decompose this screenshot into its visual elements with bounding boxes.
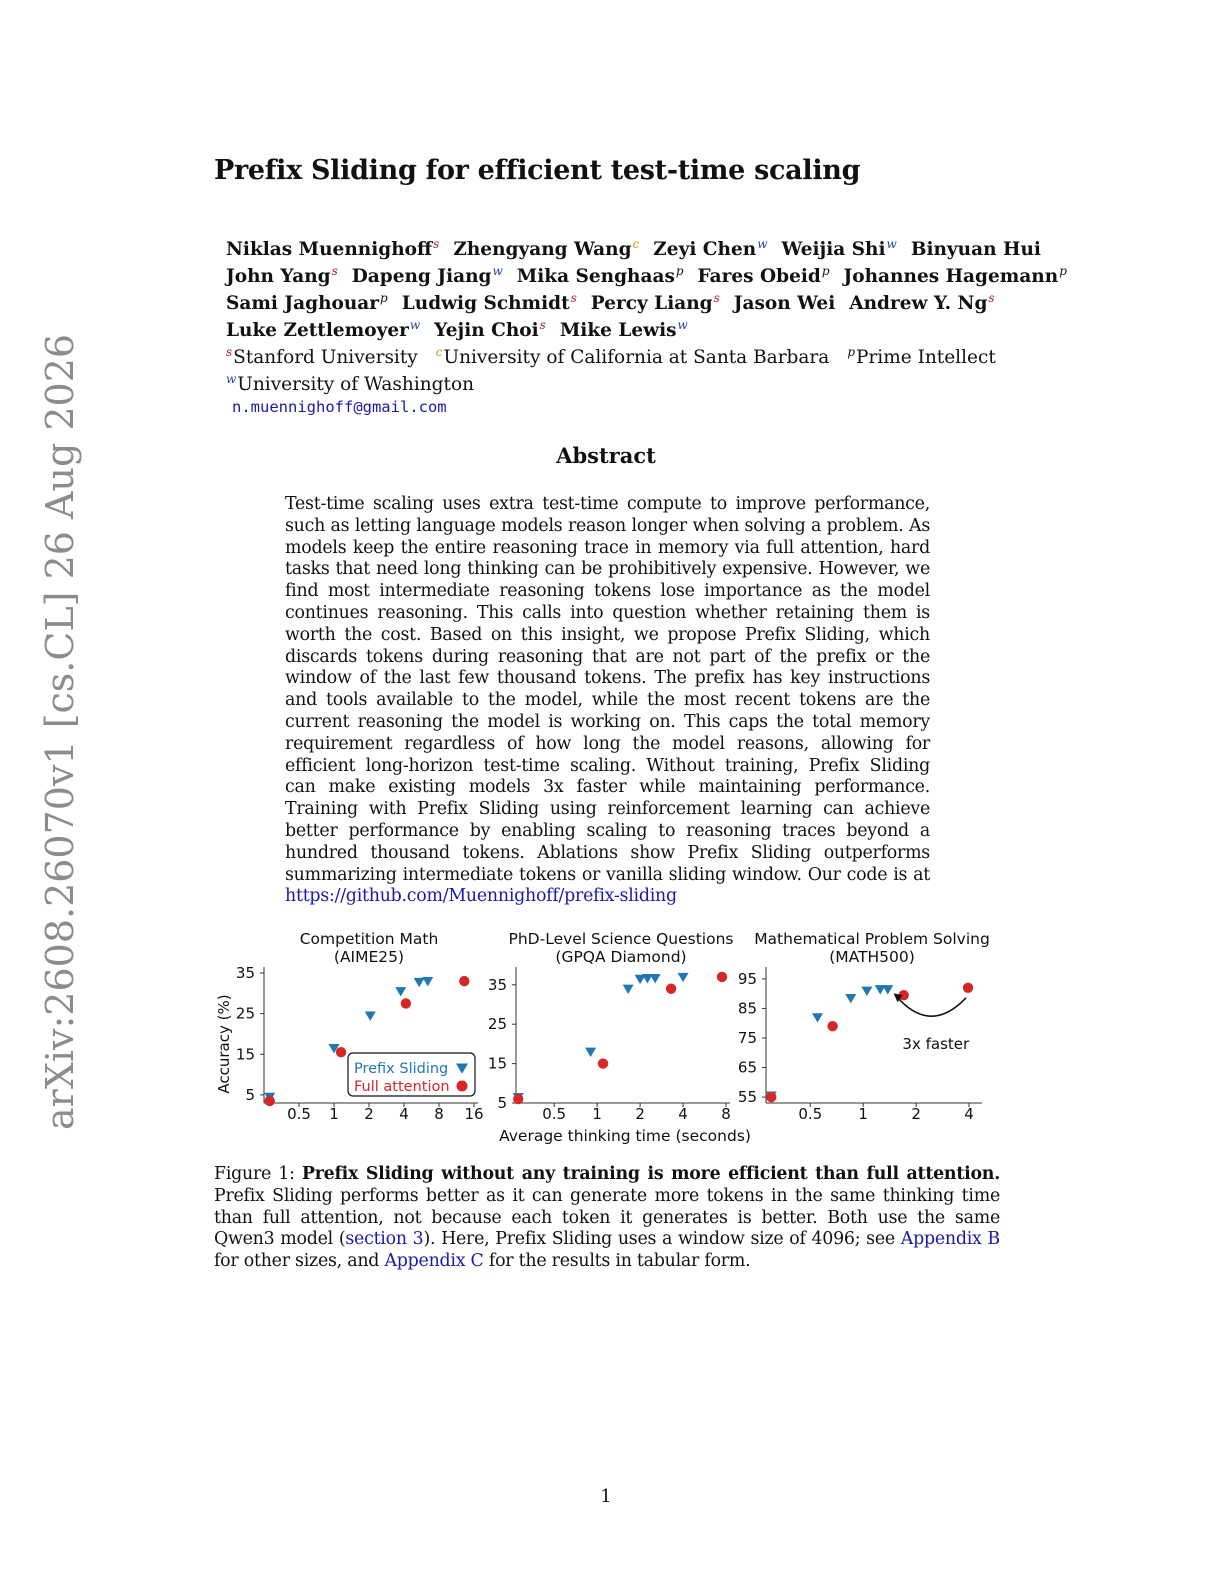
y-tick-label: 55 bbox=[737, 1088, 757, 1107]
chart-title-line: Mathematical Problem Solving bbox=[754, 930, 990, 948]
code-link[interactable]: https://github.com/Muennighoff/prefix-sliding bbox=[285, 886, 677, 907]
full-attention-marker bbox=[598, 1058, 608, 1068]
affiliation bbox=[226, 371, 474, 395]
affiliation-name: Prime Intellect bbox=[856, 346, 996, 368]
affiliation-mark: w bbox=[757, 237, 768, 251]
full-attention-marker bbox=[513, 1094, 523, 1104]
affiliation-line bbox=[226, 369, 1026, 396]
y-axis-label: Accuracy (%) bbox=[215, 994, 233, 1094]
arxiv-stamp: arXiv:2608.26070v1 [cs.CL] 26 Aug 2026 bbox=[38, 333, 82, 1130]
affiliation bbox=[847, 344, 996, 368]
affiliation-mark: p bbox=[821, 263, 830, 278]
author-name: Andrew Y. Ng$^s$ bbox=[849, 290, 995, 315]
prefix-sliding-marker bbox=[845, 994, 856, 1003]
prefix-sliding-marker bbox=[422, 977, 433, 986]
affiliation-mark: w bbox=[677, 317, 688, 332]
author-name: Zhengyang Wang$^c$ bbox=[453, 237, 640, 261]
affiliation-mark: w bbox=[226, 371, 237, 386]
y-tick-label: 5 bbox=[497, 1094, 507, 1112]
affiliation-mark: s bbox=[539, 317, 546, 332]
affiliation bbox=[226, 344, 418, 368]
section-3-link[interactable]: section 3 bbox=[345, 1229, 424, 1250]
affiliation-name: University of California at Santa Barbara bbox=[443, 346, 830, 368]
author-name: Mike Lewis$^w$ bbox=[559, 317, 688, 342]
affiliation-mark: s bbox=[331, 263, 338, 278]
full-attention-marker bbox=[336, 1047, 346, 1057]
figure-1 bbox=[208, 925, 1008, 1150]
chart-title-line: (MATH500) bbox=[829, 948, 915, 966]
chart-panel-3 bbox=[738, 930, 990, 1123]
affiliation-mark: w bbox=[886, 237, 897, 251]
prefix-sliding-marker bbox=[678, 973, 689, 982]
author-name: Dapeng Jiang$^w$ bbox=[351, 263, 503, 288]
y-tick-label: 25 bbox=[235, 1004, 255, 1023]
x-tick-label: 16 bbox=[464, 1105, 484, 1123]
prefix-sliding-marker bbox=[882, 985, 893, 994]
affiliation-mark: s bbox=[988, 290, 995, 305]
affiliation-name: University of Washington bbox=[237, 373, 474, 395]
abstract-body bbox=[285, 494, 930, 908]
caption-text-1: Prefix Sliding performs better as it can generate more tokens in the same thinking time than full attention, not because each token it generates is better. Both use the same Qwen3 model ( bbox=[214, 1185, 1000, 1250]
chart-title-line: Competition Math bbox=[299, 930, 439, 948]
author-name: Jason Wei bbox=[733, 293, 836, 315]
author-list bbox=[226, 234, 1067, 342]
email-link[interactable]: n.muennighoff@gmail.com bbox=[232, 397, 447, 416]
x-tick-label: 1 bbox=[329, 1105, 339, 1123]
y-tick-label: 35 bbox=[487, 975, 507, 994]
affiliation-mark: c bbox=[632, 237, 640, 251]
affiliation-mark: p bbox=[1059, 263, 1067, 278]
prefix-sliding-marker bbox=[650, 974, 661, 983]
caption-bold: Prefix Sliding without any training is more efficient than full attention. bbox=[301, 1164, 1001, 1184]
annotation-label: 3x faster bbox=[902, 1034, 970, 1053]
full-attention-marker bbox=[717, 972, 727, 982]
chart-title-line: (AIME25) bbox=[333, 948, 405, 966]
author-line bbox=[226, 315, 1026, 342]
affiliation-list bbox=[226, 342, 1026, 396]
author-name: Mika Senghaas$^p$ bbox=[516, 263, 684, 288]
paper-title: Prefix Sliding for efficient test-time scaling bbox=[214, 155, 861, 186]
y-tick-label: 15 bbox=[235, 1045, 255, 1064]
y-tick-label: 5 bbox=[245, 1085, 255, 1104]
full-attention-marker bbox=[401, 998, 411, 1008]
x-tick-label: 0.5 bbox=[542, 1105, 567, 1123]
affiliation-mark: s bbox=[713, 290, 720, 305]
appendix-b-link[interactable]: Appendix B bbox=[900, 1229, 1000, 1250]
author-name: Binyuan Hui bbox=[910, 239, 1041, 261]
affiliation-name: Stanford University bbox=[233, 346, 418, 368]
caption-text-4: for the results in tabular form. bbox=[483, 1251, 751, 1272]
affiliation-mark: p bbox=[380, 290, 388, 305]
full-attention-marker bbox=[459, 976, 469, 986]
x-tick-label: 1 bbox=[592, 1105, 602, 1123]
affiliation-line bbox=[226, 342, 1026, 369]
full-attention-marker bbox=[265, 1096, 275, 1106]
y-tick-label: 75 bbox=[737, 1029, 757, 1047]
y-tick-label: 35 bbox=[235, 964, 255, 982]
chart-title-line: (GPQA Diamond) bbox=[555, 948, 687, 966]
y-tick-label: 25 bbox=[487, 1015, 507, 1034]
affiliation-mark: p bbox=[847, 344, 855, 359]
x-tick-label: 8 bbox=[434, 1105, 444, 1123]
abstract-text: Test-time scaling uses extra test-time compute to improve performance, such as letting language models reason longer when solving a problem. As models keep the entire reasoning trace in memory via full attention, hard tasks that need long thinking can be prohibitively expensive. However, we find most intermediate reasoning tokens lose importance as the model continues reasoning. This calls into question whether retaining them is worth the cost. Based on this insight, we propose Prefix Sliding, which discards tokens during reasoning that are not part of the prefix or the window of the last few thousand tokens. The prefix has key instructions and tools available to the model, while the most recent tokens are the current reasoning the model is working on. This caps the total memory requirement regardless of how long the model reasons, allowing for efficient long-horizon test-time scaling. Without training, Prefix Sliding can make existing models 3x faster while maintaining performance. Training with Prefix Sliding using reinforcement learning can achieve better performance by enabling scaling to reasoning traces beyond a hundred thousand tokens. Ablations show Prefix Sliding outperforms summarizing intermediate tokens or vanilla sliding window. Our code is at bbox=[285, 494, 930, 885]
author-name: Luke Zettlemoyer$^w$ bbox=[226, 317, 421, 342]
affiliation-mark: c bbox=[435, 344, 443, 359]
abstract-heading: Abstract bbox=[556, 443, 656, 468]
affiliation-mark: s bbox=[226, 344, 233, 359]
affiliation-mark: p bbox=[675, 263, 684, 278]
x-tick-label: 4 bbox=[678, 1105, 688, 1123]
author-name: Fares Obeid$^p$ bbox=[697, 263, 830, 288]
author-line bbox=[226, 234, 1041, 261]
full-attention-marker bbox=[666, 984, 676, 994]
x-tick-label: 2 bbox=[635, 1105, 645, 1123]
author-name: Sami Jaghouar$^p$ bbox=[226, 290, 388, 315]
x-tick-label: 2 bbox=[911, 1105, 921, 1123]
x-tick-label: 0.5 bbox=[287, 1105, 311, 1123]
x-tick-label: 8 bbox=[721, 1105, 731, 1123]
affiliation-mark: s bbox=[570, 290, 577, 305]
author-name: Niklas Muennighoff$^s$ bbox=[226, 237, 440, 261]
author-name: Yejin Choi$^s$ bbox=[434, 317, 546, 342]
author-name: Ludwig Schmidt$^s$ bbox=[401, 290, 577, 315]
full-attention-marker bbox=[963, 983, 973, 993]
chart-panel-2 bbox=[488, 930, 734, 1123]
y-tick-label: 15 bbox=[487, 1054, 507, 1073]
x-tick-label: 2 bbox=[364, 1105, 374, 1123]
author-line bbox=[226, 261, 1067, 288]
prefix-sliding-marker bbox=[585, 1048, 596, 1057]
affiliation bbox=[435, 344, 830, 368]
affiliation-mark: s bbox=[433, 237, 440, 251]
y-tick-label: 65 bbox=[737, 1058, 757, 1077]
author-name: Johannes Hagemann$^p$ bbox=[843, 263, 1067, 288]
prefix-sliding-marker bbox=[812, 1013, 823, 1022]
prefix-sliding-marker bbox=[365, 1012, 376, 1021]
legend-label: Prefix Sliding bbox=[354, 1061, 449, 1077]
chart-panel-1 bbox=[215, 930, 484, 1123]
prefix-sliding-marker bbox=[414, 978, 425, 987]
prefix-sliding-marker bbox=[395, 987, 406, 996]
page-number: 1 bbox=[600, 1486, 612, 1507]
legend-label: Full attention bbox=[354, 1079, 450, 1095]
affiliation-mark: w bbox=[409, 317, 421, 332]
author-line bbox=[226, 288, 1026, 315]
author-block bbox=[226, 234, 1067, 419]
figure-caption bbox=[214, 1164, 1000, 1273]
x-tick-label: 4 bbox=[964, 1105, 974, 1123]
full-attention-marker bbox=[827, 1021, 837, 1031]
x-axis-label: Average thinking time (seconds) bbox=[499, 1127, 751, 1145]
figure-1-charts bbox=[208, 925, 1008, 1150]
x-tick-label: 1 bbox=[858, 1105, 868, 1123]
appendix-c-link[interactable]: Appendix C bbox=[384, 1251, 484, 1272]
caption-text-3: for other sizes, and bbox=[214, 1251, 385, 1272]
author-name: Percy Liang$^s$ bbox=[590, 290, 720, 315]
chart-title-line: PhD-Level Science Questions bbox=[508, 930, 734, 948]
full-attention-marker bbox=[457, 1081, 468, 1092]
caption-lead: Figure 1: bbox=[214, 1164, 302, 1184]
prefix-sliding-marker bbox=[861, 987, 872, 996]
prefix-sliding-marker bbox=[623, 985, 634, 994]
author-name: John Yang$^s$ bbox=[226, 263, 338, 288]
full-attention-marker bbox=[766, 1092, 776, 1102]
y-tick-label: 85 bbox=[737, 999, 757, 1018]
x-tick-label: 0.5 bbox=[798, 1105, 823, 1123]
x-tick-label: 4 bbox=[399, 1105, 409, 1123]
caption-text-2: ). Here, Prefix Sliding uses a window size of 4096; see bbox=[423, 1229, 901, 1250]
author-name: Zeyi Chen$^w$ bbox=[653, 237, 768, 261]
affiliation-mark: w bbox=[492, 263, 503, 278]
y-tick-label: 95 bbox=[737, 969, 757, 988]
author-name: Weijia Shi$^w$ bbox=[781, 237, 897, 261]
